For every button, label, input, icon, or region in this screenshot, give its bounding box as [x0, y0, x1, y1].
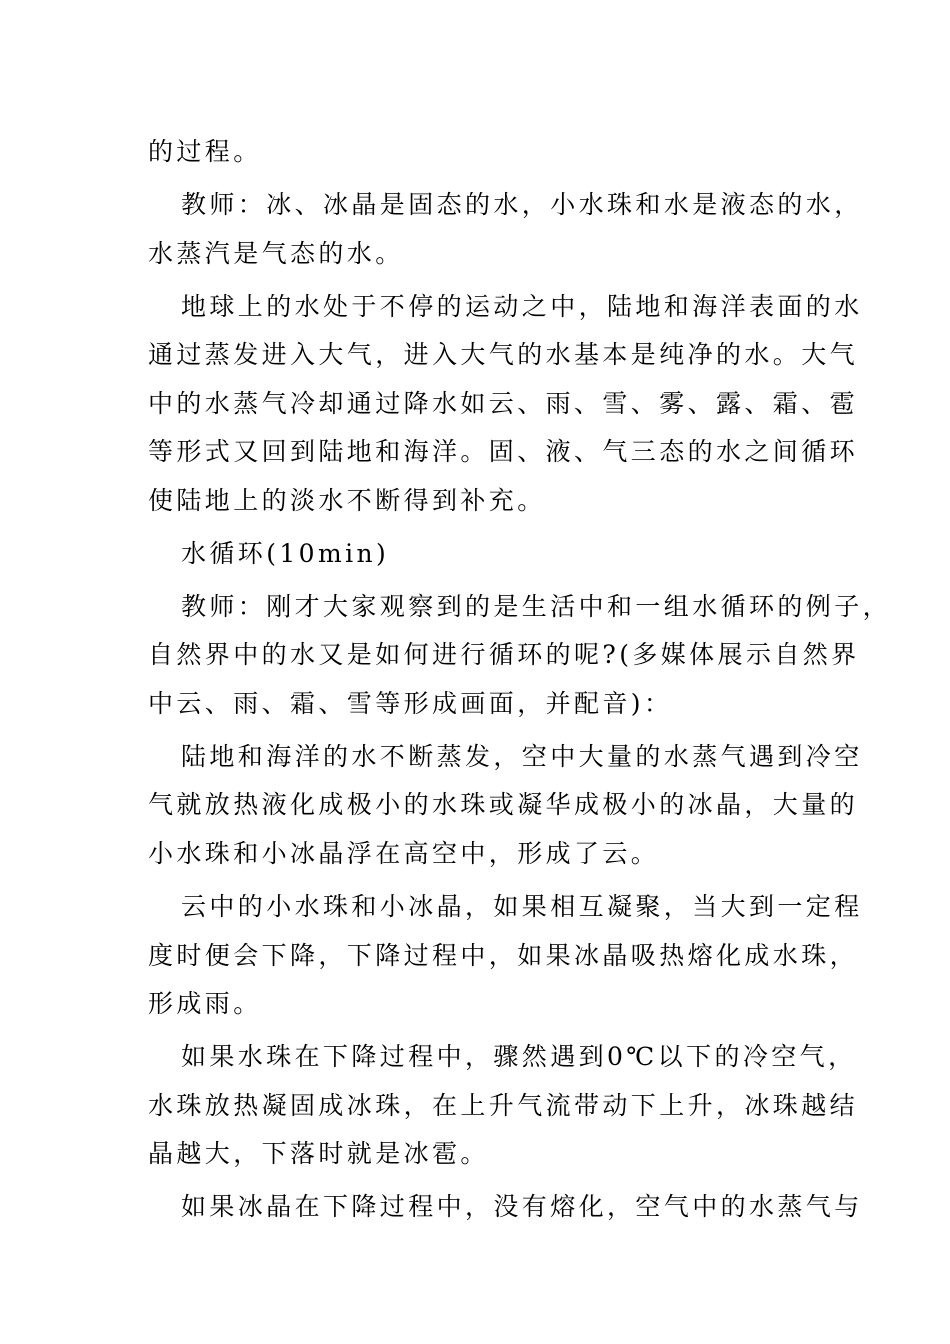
text-line: 陆地和海洋的水不断蒸发，空中大量的水蒸气遇到冷空 — [181, 741, 863, 771]
text-line: 使陆地上的淡水不断得到补充。 — [148, 485, 546, 515]
text-line: 等形式又回到陆地和海洋。固、液、气三态的水之间循环 — [148, 437, 859, 467]
paragraph — [148, 883, 863, 1029]
text-line: 形成雨。 — [148, 989, 262, 1019]
text-line: 水蒸汽是气态的水。 — [148, 238, 404, 268]
paragraph — [148, 128, 808, 177]
text-line: 通过蒸发进入大气，进入大气的水基本是纯净的水。大气 — [148, 340, 859, 370]
text-line: 如果冰晶在下降过程中，没有熔化，空气中的水蒸气与 — [181, 1192, 863, 1222]
paragraph — [148, 283, 863, 526]
text-line: 晶越大，下落时就是冰雹。 — [148, 1139, 489, 1169]
text-line: 如果水珠在下降过程中，骤然遇到0℃以下的冷空气， — [181, 1042, 857, 1072]
document-body — [148, 128, 892, 1232]
paragraph — [148, 530, 808, 579]
paragraph — [148, 181, 863, 278]
text-line: 中的水蒸气冷却通过降水如云、雨、雪、雾、露、霜、雹 — [148, 388, 859, 418]
paragraph — [148, 1183, 863, 1232]
text-line: 教师：刚才大家观察到的是生活中和一组水循环的例子， — [181, 591, 892, 621]
text-line: 小水珠和小冰晶浮在高空中，形成了云。 — [148, 838, 660, 868]
text-line: 地球上的水处于不停的运动之中，陆地和海洋表面的水 — [181, 291, 863, 321]
text-line: 水珠放热凝固成冰珠，在上升气流带动下上升，冰珠越结 — [148, 1090, 859, 1120]
text-line: 教师：冰、冰晶是固态的水，小水珠和水是液态的水， — [181, 190, 863, 220]
paragraph — [148, 583, 892, 729]
text-line: 水循环(10min) — [181, 538, 390, 568]
text-line: 的过程。 — [148, 137, 262, 166]
text-line: 中云、雨、霜、雪等形成画面，并配音)： — [148, 688, 673, 718]
text-line: 度时便会下降，下降过程中，如果冰晶吸热熔化成水珠， — [148, 940, 859, 970]
text-line: 自然界中的水又是如何进行循环的呢?(多媒体展示自然界 — [148, 640, 860, 670]
text-line: 云中的小水珠和小冰晶，如果相互凝聚，当大到一定程 — [181, 892, 863, 922]
paragraph — [148, 1033, 859, 1179]
text-line: 气就放热液化成极小的水珠或凝华成极小的冰晶，大量的 — [148, 790, 859, 820]
paragraph — [148, 733, 863, 879]
